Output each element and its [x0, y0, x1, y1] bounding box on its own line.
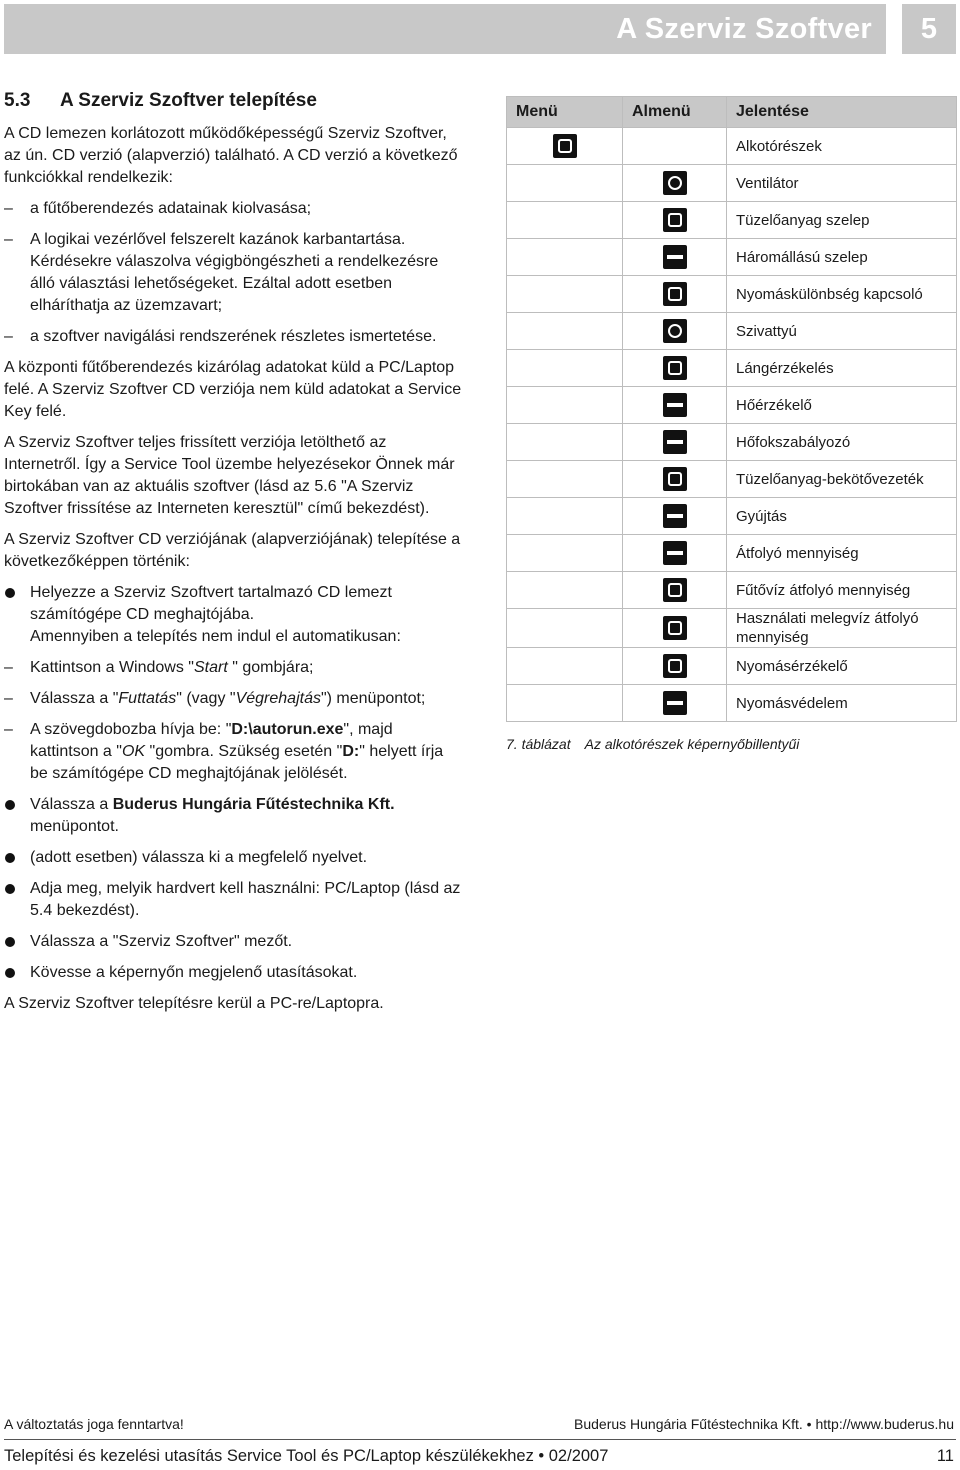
dash-item-1: – a fűtőberendezés adatainak kiolvasása;: [4, 198, 464, 220]
table-row: Átfolyó mennyiség: [507, 535, 957, 572]
thermostat-icon: [663, 430, 687, 454]
bullet-dot-icon: [5, 937, 15, 947]
section-number: 5.3: [4, 90, 31, 111]
table-header-row: [507, 97, 957, 128]
dash-step-autorun: – A szövegdobozba hívja be: "D:\autorun.exe", majd kattintson a "OK "gombra. Szükség esetén "D:" helyett írja be számítógépe CD meghajtójának jelölését.: [4, 719, 464, 785]
three-way-valve-icon: [663, 245, 687, 269]
table-row: Hőfokszabályozó: [507, 424, 957, 461]
table-row: Használati melegvíz átfolyó mennyiség: [507, 609, 957, 648]
intro-paragraph-4: A Szerviz Szoftver CD verziójának (alapverziójának) telepítése a következőképpen történik:: [4, 531, 461, 570]
bullet-step-3: (adott esetben) válassza ki a megfelelő nyelvet.: [4, 847, 464, 869]
pressure-protection-icon: [663, 691, 687, 715]
intro-paragraph-3: A Szerviz Szoftver teljes frissített verziója letölthető az Internetről. Így a Service Tool üzembe helyezésekor Önnek már birtokában van az aktuális szoftver (lásd az 5.6 "A Szerviz Szoftver frissítése az Interneten keresztül" című bekezdést).: [4, 434, 455, 517]
section-title: A Szerviz Szoftver telepítése: [60, 90, 317, 111]
bullet-step-4: Adja meg, melyik hardvert kell használni: PC/Laptop (lásd az 5.4 bekezdést).: [4, 878, 464, 922]
bullet-dot-icon: [5, 884, 15, 894]
table-row: Háromállású szelep: [507, 239, 957, 276]
header-menu: Menü: [507, 97, 623, 128]
table-caption: [506, 736, 799, 752]
table-row: Szivattyú: [507, 313, 957, 350]
bullet-step-5: Válassza a "Szerviz Szoftver" mezőt.: [4, 931, 464, 953]
table-row: Lángérzékelés: [507, 350, 957, 387]
temperature-sensor-icon: [663, 393, 687, 417]
bullet-step-2: Válassza a Buderus Hungária Fűtéstechnika Kft. menüpontot.: [4, 794, 464, 838]
dash-step-run: – Válassza a "Futtatás" (vagy "Végrehajtás") menüpontot;: [4, 688, 464, 710]
bullet-dot-icon: [5, 588, 15, 598]
hot-water-flow-icon: [663, 616, 687, 640]
table-row: Tüzelőanyag szelep: [507, 202, 957, 239]
flow-rate-icon: [663, 541, 687, 565]
table-row: Nyomáskülönbség kapcsoló: [507, 276, 957, 313]
dash-item-2: – A logikai vezérlővel felszerelt kazánok karbantartása. Kérdésekre válaszolva végigböngészheti a rendelkezésre álló választási lehetőségeket. Ezáltal adott esetben elháríthatja az üzemzavart;: [4, 229, 464, 317]
fuel-valve-icon: [663, 208, 687, 232]
table-row: Fűtővíz átfolyó mennyiség: [507, 572, 957, 609]
table-row: Nyomásérzékelő: [507, 648, 957, 685]
flame-detection-icon: [663, 356, 687, 380]
document-title-footer: Telepítési és kezelési utasítás Service Tool és PC/Laptop készülékekhez • 02/2007: [4, 1447, 609, 1465]
table-caption-text: Az alkotórészek képernyőbillentyűi: [584, 736, 800, 752]
table-row: Ventilátor: [507, 165, 957, 202]
header-bar: [4, 4, 886, 54]
left-column: [4, 88, 464, 1024]
table-row: Hőérzékelő: [507, 387, 957, 424]
header-title: A Szerviz Szoftver: [616, 13, 872, 45]
final-paragraph: A Szerviz Szoftver telepítésre kerül a PC-re/Laptopra.: [4, 995, 384, 1012]
component-keys-table: [506, 96, 957, 722]
table-row: Tüzelőanyag-bekötővezeték: [507, 461, 957, 498]
header-meaning: Jelentése: [727, 97, 957, 128]
footer-right: Buderus Hungária Fűtéstechnika Kft. • http://www.buderus.hu: [574, 1416, 954, 1432]
footer-divider: [4, 1439, 956, 1440]
pressure-difference-switch-icon: [663, 282, 687, 306]
dash-step-start: – Kattintson a Windows "Start " gombjára;: [4, 657, 464, 679]
dash-item-3: – a szoftver navigálási rendszerének részletes ismertetése.: [4, 326, 464, 348]
component-menu-icon: [553, 134, 577, 158]
section-heading: [4, 88, 464, 114]
bullet-dot-icon: [5, 800, 15, 810]
ignition-icon: [663, 504, 687, 528]
chapter-number: 5: [902, 4, 956, 54]
table-row: Alkotórészek: [507, 128, 957, 165]
bullet-dot-icon: [5, 853, 15, 863]
header-submenu: Almenü: [623, 97, 727, 128]
page-number: 11: [936, 1447, 954, 1465]
intro-paragraph-1: A CD lemezen korlátozott működőképességű Szerviz Szoftver, az ún. CD verzió (alapverzió) található. A CD verzió a következő funkciókkal rendelkezik:: [4, 125, 458, 186]
table-row: Nyomásvédelem: [507, 685, 957, 722]
fuel-supply-line-icon: [663, 467, 687, 491]
heating-water-flow-icon: [663, 578, 687, 602]
pump-icon: [663, 319, 687, 343]
bullet-step-6: Kövesse a képernyőn megjelenő utasításokat.: [4, 962, 464, 984]
footer-left: A változtatás joga fenntartva!: [4, 1416, 184, 1432]
bullet-dot-icon: [5, 968, 15, 978]
intro-paragraph-2: A központi fűtőberendezés kizárólag adatokat küld a PC/Laptop felé. A Szerviz Szoftver CD verziója nem küld adatokat a Service Key felé.: [4, 359, 462, 420]
pressure-sensor-icon: [663, 654, 687, 678]
table-caption-label: 7. táblázat: [506, 736, 571, 752]
table-row: Gyújtás: [507, 498, 957, 535]
fan-icon: [663, 171, 687, 195]
bullet-step-1: Helyezze a Szerviz Szoftvert tartalmazó CD lemezt számítógépe CD meghajtójába. Amennyiben a telepítés nem indul el automatikusan:: [4, 582, 464, 648]
